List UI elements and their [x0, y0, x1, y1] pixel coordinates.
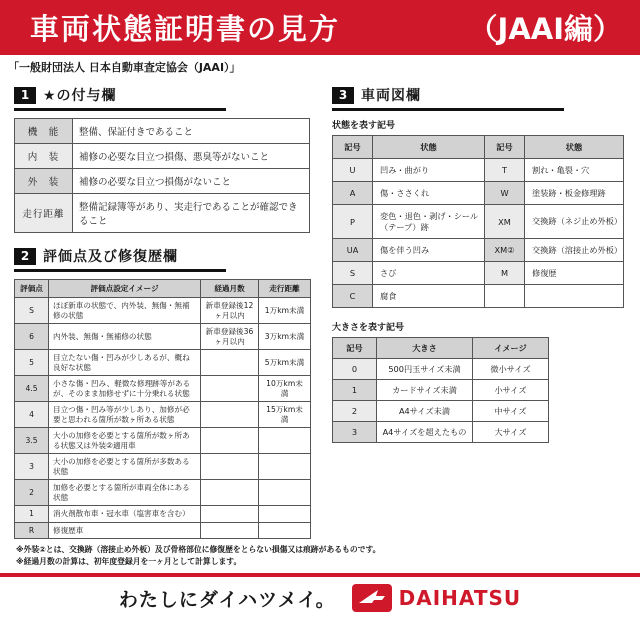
grade-months: [201, 522, 259, 538]
table-row: [15, 454, 311, 480]
table-row: [333, 285, 624, 308]
grade-distance: [259, 506, 311, 522]
grade-months: [201, 480, 259, 506]
size-symbols-label: 大きさを表す記号: [332, 323, 405, 333]
grade-distance: 10万km未満: [259, 376, 311, 402]
symbol-code: XM: [485, 205, 525, 239]
grade-distance: [259, 428, 311, 454]
grade-desc: 目立たない傷・凹みが少しあるが、概ね良好な状態: [49, 350, 201, 376]
table-row: [15, 428, 311, 454]
symbol-code: UA: [333, 239, 373, 262]
symbol-state: 凹み・曲がり: [373, 159, 485, 182]
grade-score: 1: [15, 506, 49, 522]
size-desc: 500円玉サイズ未満: [377, 359, 473, 380]
table-row: [333, 422, 549, 443]
col-header: 大きさ: [377, 338, 473, 359]
grade-score: S: [15, 298, 49, 324]
criteria-desc: 補修の必要な目立つ損傷がないこと: [73, 169, 310, 194]
symbol-code: C: [333, 285, 373, 308]
grade-score: 4.5: [15, 376, 49, 402]
section1-header: [14, 85, 226, 111]
size-symbols-table: [332, 337, 549, 443]
grade-score: 3.5: [15, 428, 49, 454]
size-desc: A4サイズ未満: [377, 401, 473, 422]
grade-score: R: [15, 522, 49, 538]
grade-desc: 加修を必要とする箇所が車両全体にある状態: [49, 480, 201, 506]
size-code: 3: [333, 422, 377, 443]
grade-score: 5: [15, 350, 49, 376]
symbol-state: 割れ・亀裂・穴: [525, 159, 624, 182]
grade-distance: 3万km未満: [259, 324, 311, 350]
daihatsu-logo-icon: [352, 584, 392, 612]
symbol-state: 変色・退色・剥げ・シール（テープ）跡: [373, 205, 485, 239]
grade-desc: 大小の加修を必要とする箇所が多数ある状態: [49, 454, 201, 480]
table-row: [333, 239, 624, 262]
grade-score: 6: [15, 324, 49, 350]
grade-desc: 小さな傷・凹み、軽微な修理跡等があるが、そのまま加修せずに十分乗れる状態: [49, 376, 201, 402]
section3-header: [332, 85, 564, 111]
table-row: [15, 402, 311, 428]
grade-table: [14, 279, 311, 539]
daihatsu-brandmark: [352, 584, 521, 612]
footnotes: [0, 539, 640, 568]
page-title: 車両状態証明書の見方: [30, 12, 341, 46]
symbol-state: 交換跡（ネジ止め外板）: [525, 205, 624, 239]
daihatsu-wordmark: DAIHATSU: [398, 586, 522, 611]
col-header: 記号: [333, 136, 373, 159]
grade-months: [201, 506, 259, 522]
symbol-state: 交換跡（溶接止め外板）: [525, 239, 624, 262]
grade-distance: [259, 454, 311, 480]
table-header-row: [333, 338, 549, 359]
section3-title: 車両図欄: [361, 88, 421, 104]
footnote-exterior2: ※外装②とは、交換跡（溶接止め外板）及び骨格部位に修復歴をとらない損傷又は痕跡があるものです。: [16, 545, 381, 555]
symbol-code: T: [485, 159, 525, 182]
grade-desc: 大小の加修を必要とする箇所が数ヶ所ある状態又は外装②適用車: [49, 428, 201, 454]
grade-distance: [259, 522, 311, 538]
table-row: [15, 144, 310, 169]
section2-number-badge: 2: [14, 248, 36, 265]
table-row: [15, 522, 311, 538]
table-row: [15, 350, 311, 376]
section3-number-badge: 3: [332, 87, 354, 104]
symbol-state: 傷・ささくれ: [373, 182, 485, 205]
grade-desc: 修復歴車: [49, 522, 201, 538]
table-row: [333, 359, 549, 380]
symbol-state: 修復歴: [525, 262, 624, 285]
col-header: 走行距離: [259, 280, 311, 298]
section2-title: 評価点及び修復歴欄: [43, 249, 178, 265]
table-header-row: [15, 280, 311, 298]
grade-distance: 5万km未満: [259, 350, 311, 376]
grade-months: [201, 454, 259, 480]
table-row: [15, 194, 310, 233]
col-header: 状態: [525, 136, 624, 159]
col-header: 経過月数: [201, 280, 259, 298]
table-row: [15, 119, 310, 144]
table-row: [333, 380, 549, 401]
table-row: [333, 262, 624, 285]
table-row: [333, 159, 624, 182]
footnote-elapsed-months: ※経過月数の計算は、初年度登録月を一ヶ月として計算します。: [16, 557, 242, 567]
grade-desc: 内外装、無傷・無補修の状態: [49, 324, 201, 350]
symbol-code: A: [333, 182, 373, 205]
size-desc: A4サイズを超えたもの: [377, 422, 473, 443]
symbol-state: さび: [373, 262, 485, 285]
section1-number-badge: 1: [14, 87, 36, 104]
grade-distance: 15万km未満: [259, 402, 311, 428]
grade-months: [201, 376, 259, 402]
col-header: 評価点設定イメージ: [49, 280, 201, 298]
condition-symbols-table: [332, 135, 624, 308]
table-row: [15, 506, 311, 522]
symbol-code: [485, 285, 525, 308]
footer: [0, 577, 640, 619]
table-row: [15, 480, 311, 506]
left-column: [14, 79, 322, 539]
criteria-label: 外 装: [15, 169, 73, 194]
table-row: [333, 401, 549, 422]
grade-months: 新車登録後12ヶ月以内: [201, 298, 259, 324]
daihatsu-slogan: わたしにダイハツメイ。: [118, 588, 336, 611]
criteria-desc: 整備記録簿等があり、実走行であることが確認できること: [73, 194, 310, 233]
criteria-label: 走行距離: [15, 194, 73, 233]
title-banner: [0, 0, 640, 55]
main-content: [0, 77, 640, 539]
symbol-state: [525, 285, 624, 308]
symbol-code: S: [333, 262, 373, 285]
section1-title: ★の付与欄: [43, 88, 117, 104]
criteria-desc: 補修の必要な目立つ損傷、悪臭等がないこと: [73, 144, 310, 169]
size-desc: カードサイズ未満: [377, 380, 473, 401]
section2-header: [14, 246, 226, 272]
symbol-code: W: [485, 182, 525, 205]
size-code: 0: [333, 359, 377, 380]
size-image: 中サイズ: [473, 401, 549, 422]
criteria-label: 内 装: [15, 144, 73, 169]
grade-distance: 1万km未満: [259, 298, 311, 324]
table-row: [15, 169, 310, 194]
table-row: [333, 182, 624, 205]
col-header: 評価点: [15, 280, 49, 298]
grade-distance: [259, 480, 311, 506]
symbol-code: M: [485, 262, 525, 285]
symbol-state: 傷を伴う凹み: [373, 239, 485, 262]
symbol-state: 腐食: [373, 285, 485, 308]
col-header: 状態: [373, 136, 485, 159]
grade-desc: 消火剤散布車・冠水車（塩害車を含む）: [49, 506, 201, 522]
table-row: [15, 298, 311, 324]
organization-subtitle: 「一般財団法人 日本自動車査定協会（JAAI）」: [8, 61, 241, 74]
table-row: [15, 376, 311, 402]
grade-months: [201, 350, 259, 376]
grade-score: 2: [15, 480, 49, 506]
size-code: 1: [333, 380, 377, 401]
symbol-code: U: [333, 159, 373, 182]
grade-months: 新車登録後36ヶ月以内: [201, 324, 259, 350]
star-criteria-table: [14, 118, 310, 233]
table-header-row: [333, 136, 624, 159]
size-image: 微小サイズ: [473, 359, 549, 380]
grade-months: [201, 402, 259, 428]
size-code: 2: [333, 401, 377, 422]
criteria-desc: 整備、保証付きであること: [73, 119, 310, 144]
table-row: [15, 324, 311, 350]
grade-score: 3: [15, 454, 49, 480]
size-image: 大サイズ: [473, 422, 549, 443]
col-header: 記号: [333, 338, 377, 359]
page-title-edition: （JAAI編）: [468, 12, 622, 46]
grade-months: [201, 428, 259, 454]
grade-score: 4: [15, 402, 49, 428]
criteria-label: 機 能: [15, 119, 73, 144]
grade-desc: 目立つ傷・凹み等が少しあり、加修が必要と思われる箇所が数ヶ所ある状態: [49, 402, 201, 428]
symbol-code: P: [333, 205, 373, 239]
col-header: 記号: [485, 136, 525, 159]
symbol-state: 塗装跡・板金修理跡: [525, 182, 624, 205]
right-column: [332, 79, 632, 539]
col-header: イメージ: [473, 338, 549, 359]
grade-desc: ほぼ新車の状態で、内外装、無傷・無補修の状態: [49, 298, 201, 324]
condition-symbols-label: 状態を表す記号: [332, 121, 396, 131]
table-row: [333, 205, 624, 239]
size-image: 小サイズ: [473, 380, 549, 401]
symbol-code: XM②: [485, 239, 525, 262]
